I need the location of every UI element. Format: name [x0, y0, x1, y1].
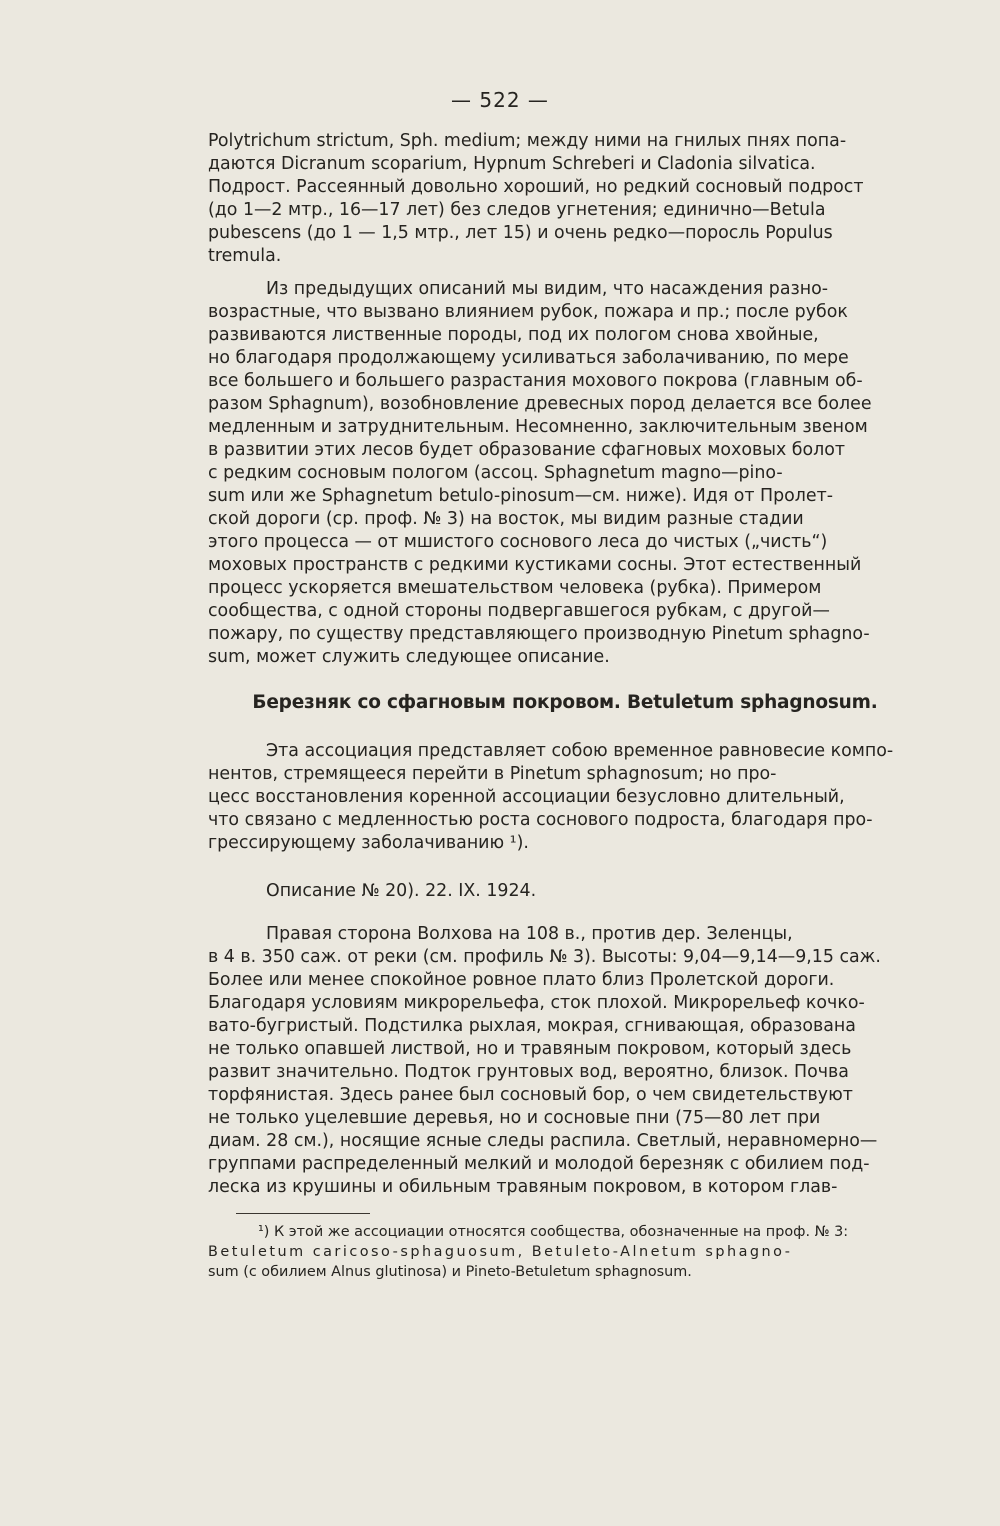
footnote — [208, 1222, 922, 1282]
text-line: что связано с медленностью роста соснового подроста, благодаря про- — [208, 810, 873, 830]
text-line: диам. 28 см.), носящие ясные следы распила. Светлый, неравномерно— — [208, 1131, 878, 1151]
text-line: sum или же Sphagnetum betulo-pinosum—см. ниже). Идя от Пролет- — [208, 486, 834, 506]
text-line: моховых пространств с редкими кустиками сосны. Этот естественный — [208, 555, 862, 575]
description-line: Описание № 20). 22. IX. 1924. — [266, 881, 537, 901]
description-header — [208, 880, 922, 903]
text-line: sum, может служить следующее описание. — [208, 647, 610, 667]
footnote-line: ¹) К этой же ассоциации относятся сообщества, обозначенные на проф. № 3: — [258, 1224, 849, 1240]
text-line: вато-бугристый. Подстилка рыхлая, мокрая, сгнивающая, образована — [208, 1016, 856, 1036]
footnote-line: sum (с обилием Alnus glutinosa) и Pineto-Betuletum sphagnosum. — [208, 1264, 692, 1280]
text-line: леска из крушины и обильным травяным покровом, в котором глав- — [208, 1177, 838, 1197]
text-line: процесс ускоряется вмешательством человека (рубка). Примером — [208, 578, 822, 598]
text-line: ской дороги (ср. проф. № 3) на восток, мы видим разные стадии — [208, 509, 804, 529]
text-line: все большего и большего разрастания мохового покрова (главным об- — [208, 371, 863, 391]
text-line: разом Sphagnum), возобновление древесных пород делается все более — [208, 394, 872, 414]
text-line: но благодаря продолжающему усиливаться заболачиванию, по мере — [208, 348, 849, 368]
text-line: нентов, стремящееся перейти в Pinetum sphagnosum; но про- — [208, 764, 777, 784]
text-line: группами распределенный мелкий и молодой березняк с обилием под- — [208, 1154, 870, 1174]
paragraph-description — [208, 923, 922, 1199]
text-line: pubescens (до 1 — 1,5 мтр., лет 15) и очень редко—поросль Populus — [208, 223, 833, 243]
page-number: — 522 — — [451, 88, 549, 112]
text-line: возрастные, что вызвано влиянием рубок, пожара и пр.; после рубок — [208, 302, 848, 322]
footnote-line: Betuletum caricoso-sphaguosum, Betuleto-Alnetum sphagno- — [208, 1244, 793, 1260]
text-line: даются Dicranum scoparium, Hypnum Schreberi и Cladonia silvatica. — [208, 154, 816, 174]
text-line: развиваются лиственные породы, под их пологом снова хвойные, — [208, 325, 819, 345]
paragraph-continuation — [208, 130, 922, 268]
text-line: с редким сосновым пологом (ассоц. Sphagnetum magno—pino- — [208, 463, 783, 483]
text-line: Polytrichum strictum, Sph. medium; между ними на гнилых пнях попа- — [208, 131, 847, 151]
text-line: медленным и затруднительным. Несомненно, заключительным звеном — [208, 417, 868, 437]
text-line: Из предыдущих описаний мы видим, что насаждения разно- — [266, 279, 829, 299]
text-line: цесс восстановления коренной ассоциации безусловно длительный, — [208, 787, 845, 807]
text-line: не только уцелевшие деревья, но и сосновые пни (75—80 лет при — [208, 1108, 821, 1128]
section-heading: Березняк со сфагновым покровом. Betuletum sphagnosum. — [252, 692, 878, 713]
text-line: (до 1—2 мтр., 16—17 лет) без следов угнетения; единично—Betula — [208, 200, 826, 220]
paragraph-analysis — [208, 278, 922, 669]
text-line: не только опавшей листвой, но и травяным покровом, который здесь — [208, 1039, 852, 1059]
text-line: грессирующему заболачиванию ¹). — [208, 833, 529, 853]
text-line: Благодаря условиям микрорельефа, сток плохой. Микрорельеф кочко- — [208, 993, 865, 1013]
text-line: торфянистая. Здесь ранее был сосновый бор, о чем свидетельствуют — [208, 1085, 853, 1105]
text-line: Эта ассоциация представляет собою временное равновесие компо- — [266, 741, 894, 761]
paragraph-association — [208, 740, 922, 855]
footnote-divider — [236, 1213, 370, 1214]
text-line: развит значительно. Подток грунтовых вод, вероятно, близок. Почва — [208, 1062, 849, 1082]
text-line: Правая сторона Волхова на 108 в., против дер. Зеленцы, — [266, 924, 793, 944]
text-line: в развитии этих лесов будет образование сфагновых моховых болот — [208, 440, 846, 460]
text-line: пожару, по существу представляющего производную Pinetum sphagno- — [208, 624, 870, 644]
text-line: Более или менее спокойное ровное плато близ Пролетской дороги. — [208, 970, 835, 990]
text-line: сообщества, с одной стороны подвергавшегося рубкам, с другой— — [208, 601, 830, 621]
text-line: tremula. — [208, 246, 282, 266]
text-line: этого процесса — от мшистого соснового леса до чистых („чисть“) — [208, 532, 828, 552]
text-line: Подрост. Рассеянный довольно хороший, но редкий сосновый подрост — [208, 177, 864, 197]
text-line: в 4 в. 350 саж. от реки (см. профиль № 3). Высоты: 9,04—9,14—9,15 саж. — [208, 947, 881, 967]
